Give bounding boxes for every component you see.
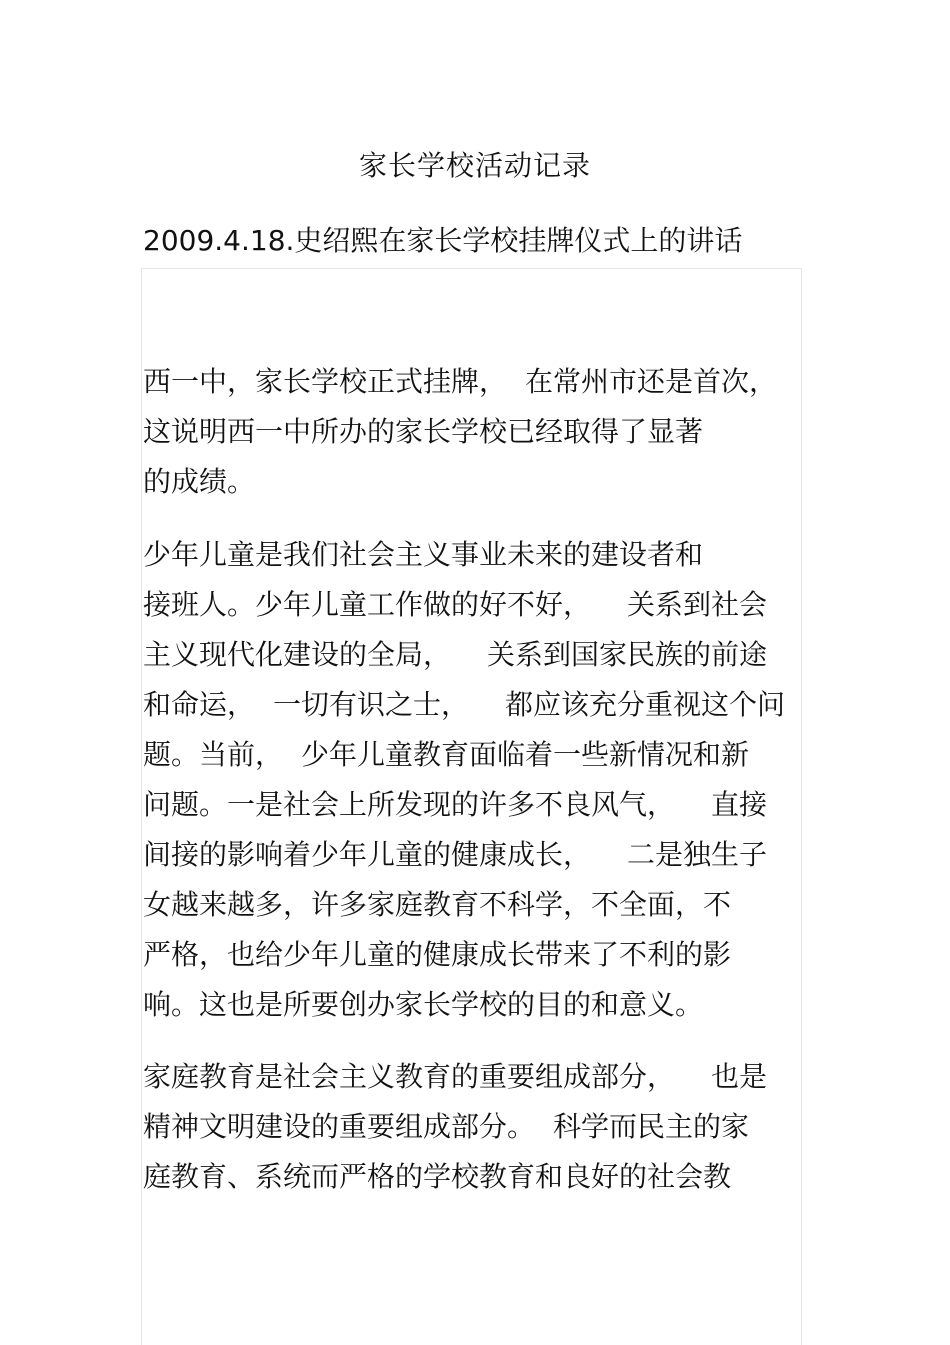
document-title: 家长学校活动记录: [358, 149, 591, 182]
text-line: 这说明西一中所办的家长学校已经取得了显著: [143, 415, 704, 448]
text-line: 庭教育、系统而严格的学校教育和良好的社会教: [143, 1160, 732, 1193]
text-line: 接班人。少年儿童工作做的好不好， 关系到社会: [143, 588, 768, 621]
text-line: 严格，也给少年儿童的健康成长带来了不利的影: [143, 938, 732, 971]
text-line: 间接的影响着少年儿童的健康成长， 二是独生子: [143, 838, 768, 871]
text-line: 家庭教育是社会主义教育的重要组成部分， 也是: [143, 1060, 768, 1093]
text-line: 题。当前， 少年儿童教育面临着一些新情况和新: [143, 738, 750, 771]
paragraph-2: [143, 530, 808, 1030]
text-line: 少年儿童是我们社会主义事业未来的建设者和: [143, 538, 704, 571]
text-line: 女越来越多，许多家庭教育不科学，不全面，不: [143, 888, 732, 921]
text-line: 主义现代化建设的全局， 关系到国家民族的前途: [143, 638, 768, 671]
document-subtitle: 2009.4.18.史绍熙在家长学校挂牌仪式上的讲话: [143, 224, 743, 257]
text-line: 响。这也是所要创办家长学校的目的和意义。: [143, 988, 704, 1021]
text-line: 和命运， 一切有识之士， 都应该充分重视这个问: [143, 688, 786, 721]
text-line: 精神文明建设的重要组成部分。 科学而民主的家: [143, 1110, 750, 1143]
paragraph-3: [143, 1052, 808, 1202]
text-line: 问题。一是社会上所发现的许多不良风气， 直接: [143, 788, 768, 821]
text-line: 的成绩。: [143, 465, 256, 498]
paragraph-1: [143, 357, 808, 507]
text-line: 西一中，家长学校正式挂牌， 在常州市还是首次，: [143, 365, 778, 398]
